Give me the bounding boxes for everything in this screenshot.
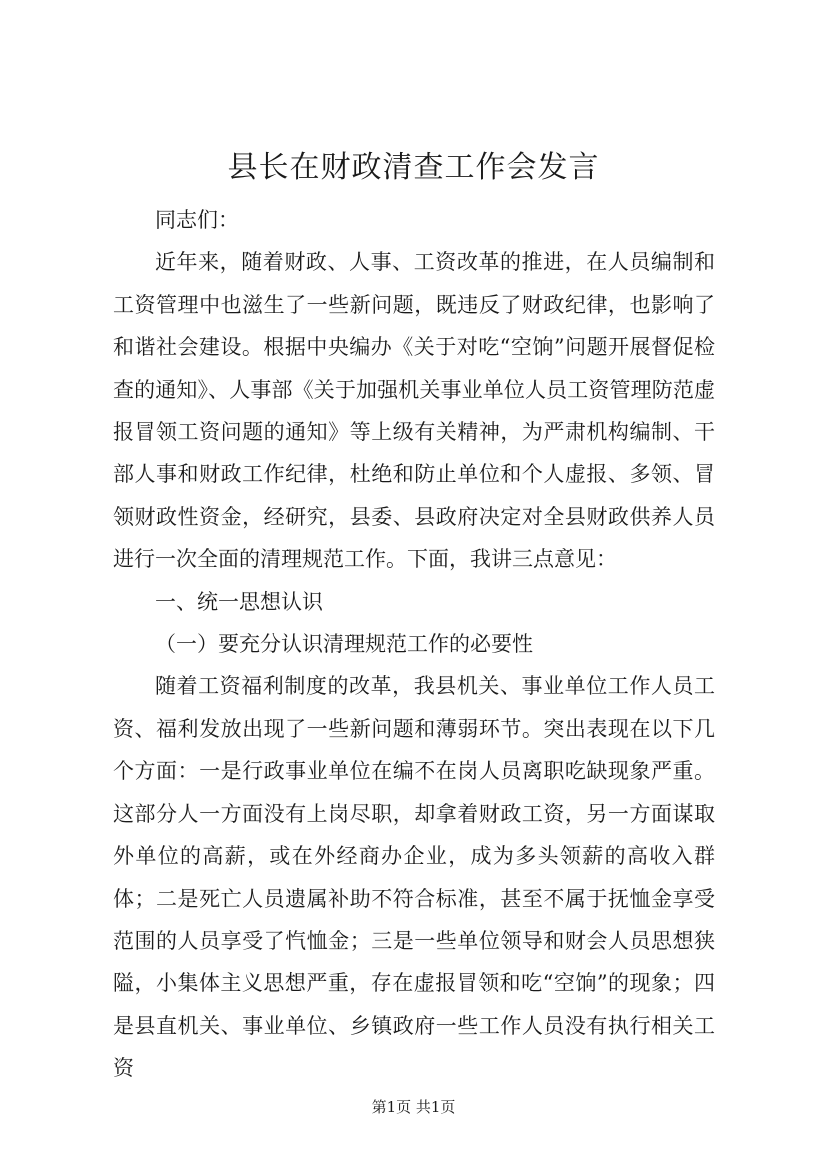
body-paragraph: 随着工资福利制度的改革，我县机关、事业单位工作人员工资、福利发放出现了一些新问题和薄弱环节。突出表现在以下几个方面：一是行政事业单位在编不在岗人员离职吃缺现象严重。这部分人一方面没有上岗尽职，却拿着财政工资，另一方面谋取外单位的高薪，或在外经商办企业，成为多头领薪的高收入群体；二是死亡人员遗属补助不符合标准，甚至不属于抚恤金享受范围的人员享受了忾恤金；三是一些单位领导和财会人员思想狭隘，小集体主义思想严重，存在虚报冒领和吃“空饷”的现象；四是县直机关、事业单位、乡镇政府一些工作人员没有执行相关工资 [113,674,715,1081]
document-title: 县长在财政清查工作会发言 [227,150,600,185]
document-body [113,199,715,1090]
intro-paragraph: 近年来，随着财政、人事、工资改革的推进，在人员编制和工资管理中也滋生了一些新问题，既违反了财政纪律，也影响了和谐社会建设。根据中央编办《关于对吃“空饷”问题开展督促检查的通知》、人事部《关于加强机关事业单位人员工资管理防范虚报冒领工资问题的通知》等上级有关精神，为严肃机构编制、干部人事和财政工作纪律，杜绝和防止单位和个人虚报、多领、冒领财政性资金，经研究，县委、县政府决定对全县财政供养人员进行一次全面的清理规范工作。下面，我讲三点意见： [113,250,715,572]
page-footer: 第1页 共1页 [371,1098,456,1116]
salutation: 同志们： [155,208,239,232]
section-heading: 一、统一思想认识 [155,589,323,614]
subsection-heading: （一）要充分认识清理规范工作的必要性 [155,632,533,657]
